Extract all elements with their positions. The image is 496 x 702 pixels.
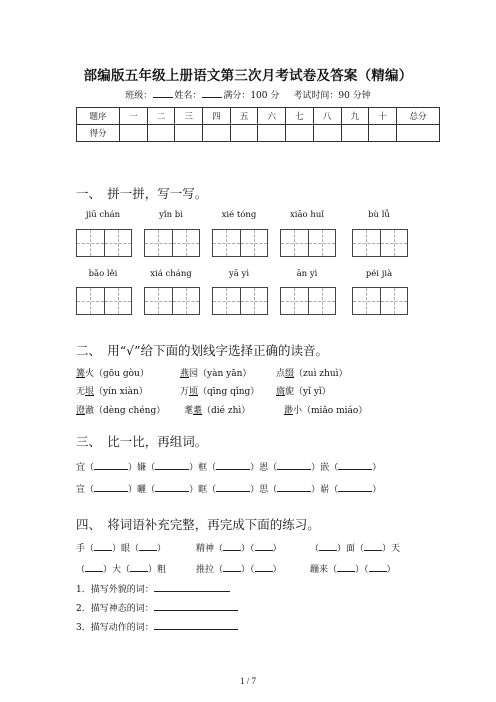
idiom-item: （ ）大（ ）粗 — [76, 562, 166, 575]
idiom-item: 精神（ ）（ ） — [196, 541, 282, 554]
section4-title: 四、 将词语补充完整，再完成下面的练习。 — [76, 517, 320, 532]
question-2: 2．描写神态的词： — [76, 601, 238, 614]
writing-box[interactable] — [212, 287, 268, 315]
writing-box[interactable] — [280, 287, 336, 315]
score-input-cell[interactable] — [147, 125, 175, 142]
score-table-cell: 三 — [175, 108, 203, 125]
score-table — [76, 107, 440, 142]
reading-item: 澄澈（dèng chéng） — [76, 406, 166, 416]
pinyin-label: bù lǚ — [368, 210, 390, 220]
pinyin-label: péi jià — [365, 269, 393, 279]
score-table-cell: 六 — [258, 108, 286, 125]
writing-box[interactable] — [144, 287, 200, 315]
answer-blank[interactable] — [255, 562, 273, 572]
section1-title: 一、 拼一拼，写一写。 — [76, 186, 208, 201]
writing-box[interactable] — [352, 287, 408, 315]
answer-blank[interactable] — [154, 582, 230, 592]
score-table-cell: 八 — [313, 108, 341, 125]
answer-blank[interactable] — [155, 482, 189, 492]
answer-blank[interactable] — [130, 562, 148, 572]
pinyin-label: ān yì — [296, 269, 318, 279]
reading-item: 无垠（yín xiàn） — [76, 387, 148, 397]
answer-blank[interactable] — [277, 460, 311, 470]
answer-blank[interactable] — [154, 601, 238, 611]
score-table-cell: 九 — [341, 108, 369, 125]
answer-blank[interactable] — [364, 541, 382, 551]
question-3: 3．描写动作的词： — [76, 620, 238, 633]
writing-box[interactable] — [76, 287, 132, 315]
reading-item: 点缀（zuì zhuì） — [276, 369, 348, 379]
section3-title: 三、 比一比，再组词。 — [76, 434, 208, 449]
idiom-item: 手（ ）眼（ ） — [76, 541, 166, 554]
answer-blank[interactable] — [216, 460, 250, 470]
score-input-cell[interactable] — [397, 125, 440, 142]
name-blank[interactable] — [202, 88, 222, 98]
answer-blank[interactable] — [94, 482, 128, 492]
score-table-cell: 一 — [120, 108, 148, 125]
pinyin-label: xié tóng — [221, 210, 257, 220]
reading-item: 万顷（qīng qǐng） — [180, 387, 260, 397]
class-label: 班级： — [125, 91, 153, 101]
score-table-cell: 十 — [369, 108, 397, 125]
name-label: 姓名： — [174, 91, 202, 101]
question-1: 1．描写外貌的词： — [76, 582, 230, 595]
score-table-cell: 总分 — [397, 108, 440, 125]
score-table-cell: 五 — [230, 108, 258, 125]
score-table-cell: 四 — [203, 108, 231, 125]
score-input-cell[interactable] — [341, 125, 369, 142]
score-input-cell[interactable] — [120, 125, 148, 142]
score-input-cell[interactable] — [286, 125, 314, 142]
reading-item: 燕园（yàn yān） — [180, 369, 252, 379]
score-input-cell[interactable] — [313, 125, 341, 142]
writing-box[interactable] — [76, 229, 132, 257]
page-title: 部编版五年级上册语文第三次月考试卷及答案（精编） — [83, 68, 413, 84]
pinyin-label: bǎo lěi — [88, 269, 118, 279]
writing-box[interactable] — [280, 229, 336, 257]
score-input-cell[interactable] — [230, 125, 258, 142]
score-label: 满分：100 分 — [223, 91, 280, 101]
pinyin-label: xiá cháng — [150, 269, 192, 279]
pinyin-label: jiū chán — [85, 210, 121, 220]
page-number: 1 / 7 — [239, 676, 256, 686]
pinyin-label: xiāo huǐ — [289, 210, 325, 220]
answer-blank[interactable] — [94, 460, 128, 470]
idiom-item: 蹦来（ ）（ ） — [310, 562, 396, 575]
score-table-score-row — [77, 125, 440, 142]
writing-box[interactable] — [352, 229, 408, 257]
score-input-cell[interactable] — [369, 125, 397, 142]
score-input-cell[interactable] — [203, 125, 231, 142]
score-input-cell[interactable] — [258, 125, 286, 142]
score-table-cell: 题序 — [77, 108, 120, 125]
answer-blank[interactable] — [337, 562, 355, 572]
writing-box[interactable] — [144, 229, 200, 257]
class-blank[interactable] — [153, 88, 173, 98]
writing-box[interactable] — [212, 229, 268, 257]
answer-blank[interactable] — [338, 482, 372, 492]
answer-blank[interactable] — [369, 562, 387, 572]
reading-item: 篝火（gōu gòu） — [76, 369, 149, 379]
idiom-item: （ ）面（ ）天 — [310, 541, 400, 554]
answer-blank[interactable] — [216, 482, 250, 492]
reading-item: 耄耋（dié zhì） — [184, 406, 251, 416]
pinyin-label: yǐn bì — [159, 210, 183, 220]
answer-blank[interactable] — [255, 541, 273, 551]
answer-blank[interactable] — [319, 541, 337, 551]
answer-blank[interactable] — [94, 541, 112, 551]
exam-info — [0, 88, 496, 101]
answer-blank[interactable] — [223, 541, 241, 551]
reading-item: 渺小（miǎo miáo） — [284, 406, 368, 416]
answer-blank[interactable] — [155, 460, 189, 470]
word-compare-row: 宜（ ）嫌（ ）框（ ）恩（ ）嵌（ ） — [76, 460, 381, 473]
answer-blank[interactable] — [139, 541, 157, 551]
answer-blank[interactable] — [154, 620, 238, 630]
score-input-cell[interactable] — [175, 125, 203, 142]
score-table-cell: 七 — [286, 108, 314, 125]
answer-blank[interactable] — [338, 460, 372, 470]
section2-title: 二、 用“√”给下面的划线字选择正确的读音。 — [76, 343, 328, 358]
pinyin-label: yā yì — [228, 269, 250, 279]
idiom-item: 推拉（ ）（ ） — [196, 562, 282, 575]
answer-blank[interactable] — [85, 562, 103, 572]
score-table-header-row — [77, 108, 440, 125]
score-table-cell: 二 — [147, 108, 175, 125]
reading-item: 旖旎（yǐ yǐ） — [276, 387, 331, 397]
answer-blank[interactable] — [277, 482, 311, 492]
time-label: 考试时间：90 分钟 — [293, 91, 371, 101]
answer-blank[interactable] — [223, 562, 241, 572]
score-row-label: 得分 — [77, 125, 120, 142]
word-compare-row: 宣（ ）曬（ ）眶（ ）思（ ）崭（ ） — [76, 482, 381, 495]
